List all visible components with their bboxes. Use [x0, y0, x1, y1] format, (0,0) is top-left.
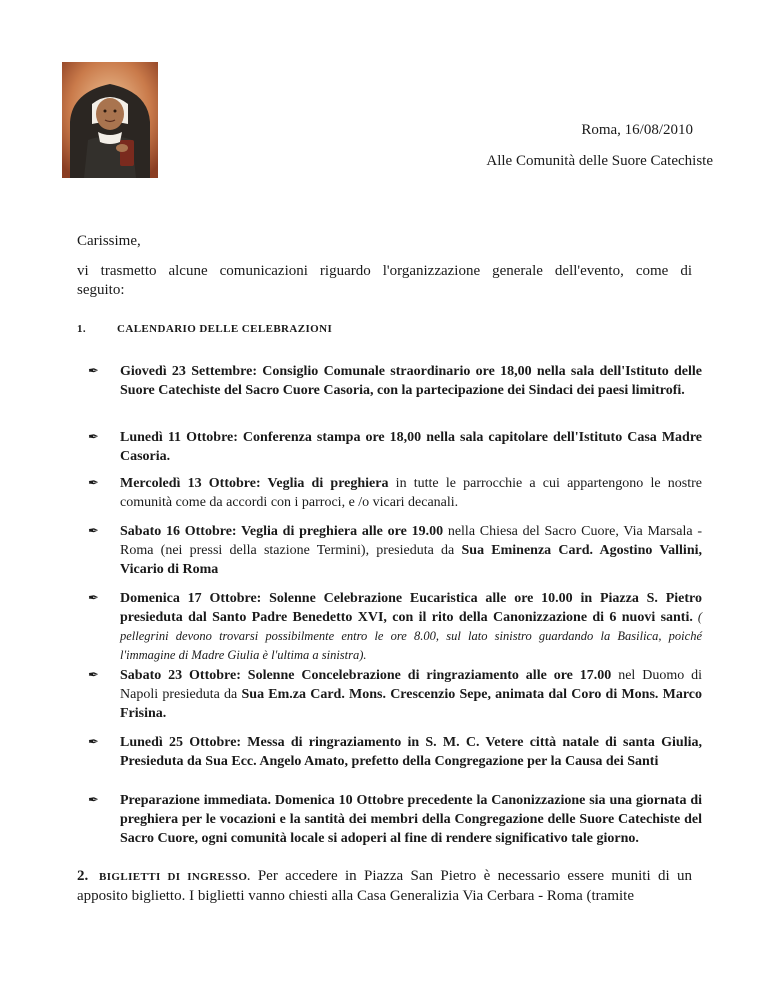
pen-nib-icon: ✒: [88, 364, 99, 379]
event-presider: Sua Em.za Card. Mons. Crescenzio Sepe, animata dal Coro di Mons. Marco Frisina.: [120, 687, 703, 721]
pen-nib-icon: ✒: [88, 476, 99, 491]
list-item: [88, 791, 702, 848]
event-text: nel Duomo di Napoli presieduta da: [120, 668, 703, 702]
pen-nib-icon: ✒: [88, 668, 99, 683]
list-item: [88, 589, 702, 665]
list-item: [88, 428, 702, 466]
section-number: 1.: [77, 323, 87, 335]
event-title: Sabato 16 Ottobre: Veglia di preghiera alle ore 19.00: [120, 524, 444, 539]
list-item: [88, 362, 702, 400]
pen-nib-icon: ✒: [88, 793, 99, 808]
pen-nib-icon: ✒: [88, 735, 99, 750]
list-item: [88, 474, 702, 512]
event-text: in tutte le parrocchie a cui appartengono le nostre comunità come da accordi con i parroci, e /o vicari decanali.: [120, 476, 702, 510]
pen-nib-icon: ✒: [88, 591, 99, 606]
event-title: Domenica 17 Ottobre: Solenne Celebrazione Eucaristica alle ore 10.00 in Piazza S. Pietro presieduta dal Santo Padre Benedetto XVI, con il rito della Canonizzazione di 6 nuovi santi.: [120, 591, 702, 625]
event-text: Preparazione immediata. Domenica 10 Ottobre precedente la Canonizzazione sia una giornata di preghiera per le vocazioni e la santità dei membri della Congregazione delle Suore Catechiste del Sacro Cuore, ogni comunità locale si adoperi al fine di rendere significativo tale giorno.: [120, 793, 702, 846]
section-title: CALENDARIO DELLE CELEBRAZIONI: [117, 323, 333, 335]
list-item: [88, 522, 702, 579]
event-title: Mercoledì 13 Ottobre: Veglia di preghiera: [120, 476, 389, 491]
intro-line-2: seguito:: [77, 282, 125, 298]
section-number: 2.: [77, 868, 89, 884]
event-text: Lunedì 25 Ottobre: Messa di ringraziamento in S. M. C. Vetere città natale di santa Giulia, Presieduta da Sua Ecc. Angelo Amato, prefetto della Congregazione per la Causa dei Santi: [120, 735, 702, 769]
section-title: BIGLIETTI DI INGRESSO.: [99, 871, 251, 883]
list-item: [88, 733, 702, 771]
section-text: Per accedere in Piazza San Pietro è necessario essere muniti di un apposito biglietto. I biglietti vanno chiesti alla Casa Generalizia Via Cerbara - Roma (tramite: [77, 868, 693, 904]
letter-recipient: Alle Comunità delle Suore Catechiste: [486, 153, 713, 169]
pen-nib-icon: ✒: [88, 524, 99, 539]
section-2-paragraph: [77, 867, 692, 906]
section-heading: [77, 323, 332, 335]
intro-line-1: vi trasmetto alcune comunicazioni riguardo l'organizzazione generale dell'evento, come di: [77, 263, 692, 279]
event-text: Lunedì 11 Ottobre: Conferenza stampa ore 18,00 nella sala capitolare dell'Istituto Casa Madre Casoria.: [120, 430, 702, 464]
event-text: Giovedì 23 Settembre: Consiglio Comunale straordinario ore 18,00 nella sala dell'Istituto delle Suore Catechiste del Sacro Cuore Casoria, con la partecipazione dei Sindaci dei paesi limitrofi.: [120, 364, 702, 398]
event-text: nella Chiesa del Sacro Cuore, Via Marsala - Roma (nei pressi della stazione Termini), presieduta da: [120, 524, 702, 558]
greeting: Carissime,: [77, 233, 141, 249]
event-presider: Sua Eminenza Card. Agostino Vallini, Vicario di Roma: [120, 543, 702, 577]
event-title: Sabato 23 Ottobre: Solenne Concelebrazione di ringraziamento alle ore 17.00: [120, 668, 612, 683]
pen-nib-icon: ✒: [88, 430, 99, 445]
event-note: ( pellegrini devono trovarsi possibilmente entro le ore 8.00, sul lato sinistro guardando la Basilica, poiché l'immagine di Madre Giulia è l'ultima a sinistra).: [120, 610, 702, 662]
letter-date: Roma, 16/08/2010: [581, 122, 693, 138]
list-item: [88, 666, 702, 723]
